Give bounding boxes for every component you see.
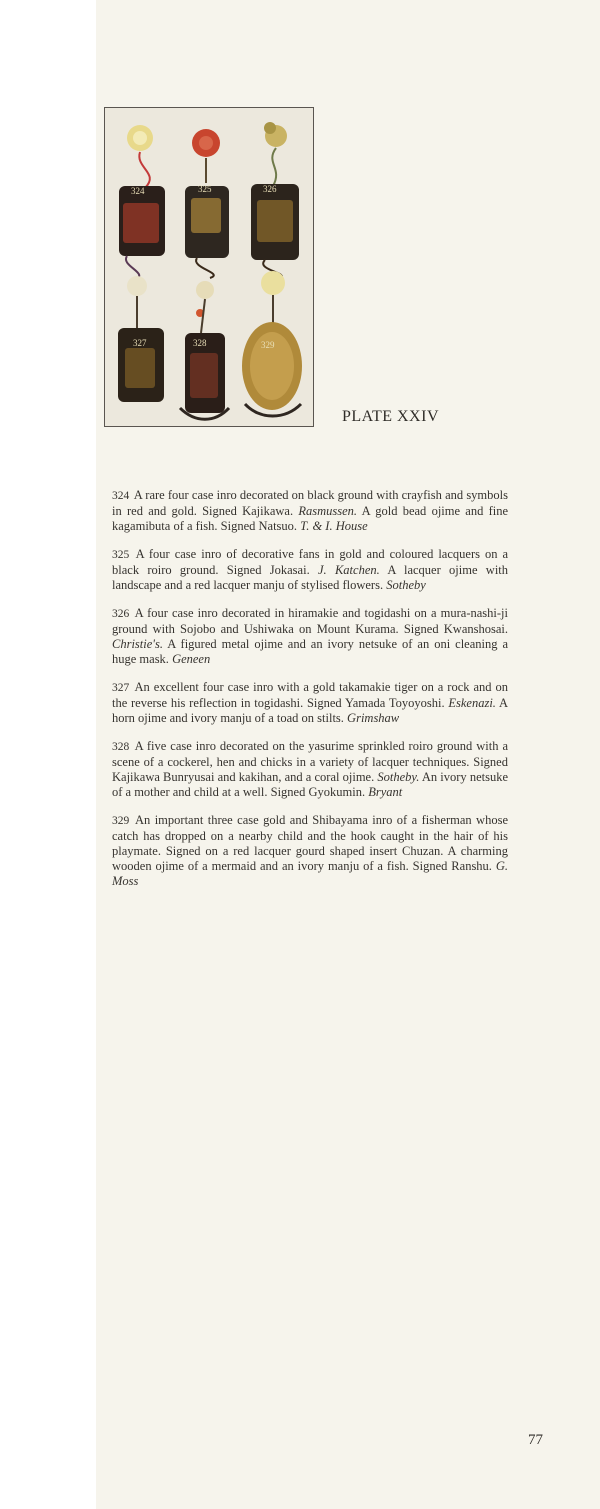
- plate-label: 327: [133, 338, 147, 348]
- entry-text: A four case inro decorated in hiramakie and togidashi on a mura-nashi-ji ground with Sojobo and Ushiwaka on Mount Kurama. Signed Kwanshosai.: [112, 606, 508, 636]
- catalogue-entry: [112, 547, 508, 593]
- entry-source: Christie's.: [112, 637, 163, 651]
- entry-text: A gold bead ojime and fine kagamibuta of a fish. Signed Natsuo.: [112, 504, 509, 533]
- entry-text: A four case inro of decorative fans in gold and coloured lacquers on a black roiro ground. Signed Jokasai.: [112, 547, 509, 577]
- entry-number: 328: [112, 741, 130, 753]
- catalogue-entry: [112, 488, 508, 534]
- entry-source: G. Moss: [112, 859, 509, 888]
- entry-number: 327: [112, 682, 130, 694]
- entry-text: A rare four case inro decorated on black ground with crayfish and symbols in red and gold. Signed Kajikawa.: [112, 488, 508, 518]
- entry-source: Geneen: [172, 652, 211, 666]
- catalogue-entry: [112, 739, 508, 800]
- entry-source: Bryant: [368, 785, 403, 799]
- entry-text: An important three case gold and Shibayama inro of a fisherman whose catch has dropped on a nearby child and the hook caught in the hair of his playmate. Signed on a red lacquer gourd shaped insert Chuzan. A charming wooden ojime of a mermaid and an ivory manju of a fish. Signed Ranshu.: [112, 813, 508, 873]
- entry-source: Grimshaw: [347, 711, 400, 725]
- entry-number: 325: [112, 549, 130, 561]
- catalogue-entry: [112, 813, 508, 889]
- plate-label: 326: [263, 184, 277, 194]
- entry-text: An excellent four case inro with a gold takamakie tiger on a rock and on the reverse his reflection in togidashi. Signed Yamada Toyoyoshi.: [112, 680, 508, 710]
- entry-number: 329: [112, 815, 130, 827]
- entry-source: Rasmussen.: [298, 504, 358, 518]
- plate-label: 328: [193, 338, 207, 348]
- inro-photo: [105, 108, 313, 426]
- entry-source: Sotheby: [386, 578, 426, 592]
- plate-label: 329: [261, 340, 275, 350]
- page-margin: [0, 0, 96, 1509]
- entry-source: T. & I. House: [300, 519, 368, 533]
- entry-source: J. Katchen.: [318, 563, 380, 577]
- page-number: 77: [528, 1432, 543, 1448]
- entry-source: Sotheby.: [377, 770, 420, 784]
- plate-label: 324: [131, 186, 145, 196]
- entry-text: An ivory netsuke of a mother and child at a well. Signed Gyokumin.: [112, 770, 508, 799]
- entry-number: 326: [112, 608, 130, 620]
- catalogue-entries: [112, 488, 508, 902]
- entry-text: A five case inro decorated on the yasurime sprinkled roiro ground with a scene of a cockerel, hen and chicks in a variety of lacquer techniques. Signed Kajikawa Bunryusai and kakihan, and a coral ojime.: [112, 739, 509, 784]
- catalogue-entry: [112, 680, 508, 726]
- entry-text: A lacquer ojime with landscape and a red lacquer manju of stylised flowers.: [112, 563, 509, 592]
- entry-number: 324: [112, 490, 130, 502]
- entry-text: A figured metal ojime and an ivory netsuke of an oni cleaning a huge mask.: [112, 637, 508, 666]
- plate-title: PLATE XXIV: [342, 408, 439, 425]
- plate-thumbnail: [104, 107, 314, 427]
- entry-source: Eskenazi.: [448, 696, 496, 710]
- entry-text: A horn ojime and ivory manju of a toad on stilts.: [112, 696, 509, 725]
- plate-label: 325: [198, 184, 212, 194]
- catalogue-entry: [112, 606, 508, 667]
